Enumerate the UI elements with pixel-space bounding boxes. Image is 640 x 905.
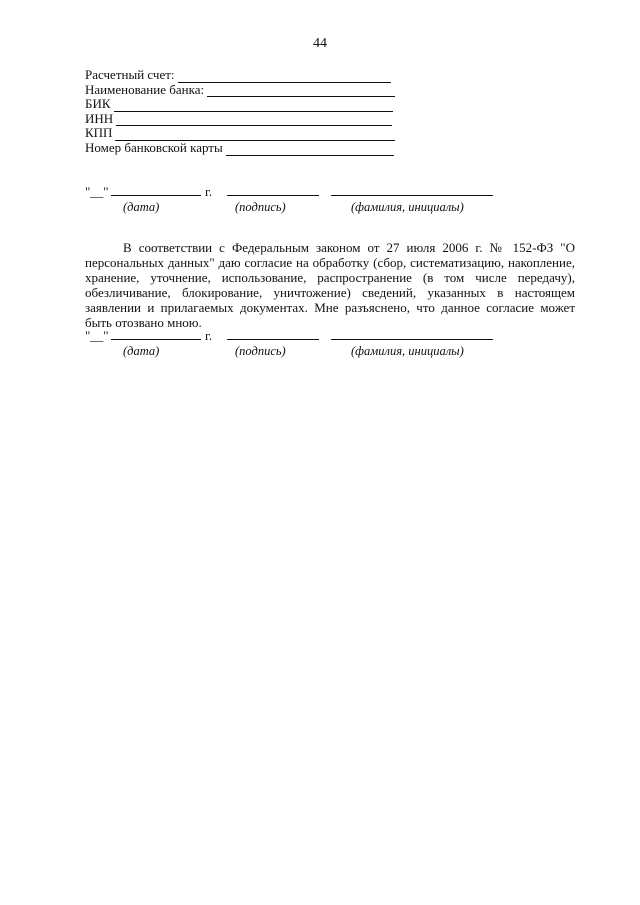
field-label-bank-name: Наименование банка:: [85, 81, 205, 97]
name-line[interactable]: [331, 328, 493, 340]
caption-name: (фамилия, инициалы): [351, 344, 464, 358]
caption-name: (фамилия, инициалы): [351, 200, 464, 214]
date-month-line[interactable]: [111, 184, 201, 196]
caption-date: (дата): [123, 344, 160, 358]
year-suffix: г.: [205, 328, 213, 343]
page-number: 44: [313, 36, 327, 51]
caption-sign: (подпись): [235, 344, 286, 358]
field-line-account[interactable]: [178, 71, 391, 83]
signature-block-2: [85, 328, 505, 360]
date-day-blank[interactable]: "__": [85, 328, 109, 343]
name-line[interactable]: [331, 184, 493, 196]
field-line-card-number[interactable]: [226, 144, 394, 156]
consent-paragraph: В соответствии с Федеральным законом от 27 июля 2006 г. № 152-ФЗ "О персональных данных" даю согласие на обработку (сбор, систематизацию, накопление, хранение, уточнение, использование, распространение (в том числе передачу), обезличивание, блокирование, уничтожение) сведений, указанных в настоящем заявлении и прилагаемых документах. Мне разъяснено, что данное согласие может быть отозвано мною.: [85, 240, 575, 330]
field-line-inn[interactable]: [116, 114, 392, 126]
field-row-card-number: [85, 141, 395, 156]
date-day-blank[interactable]: "__": [85, 184, 109, 199]
signature-line[interactable]: [227, 328, 319, 340]
field-row-bik: [85, 97, 395, 112]
field-line-bank-name[interactable]: [207, 85, 395, 97]
field-label-inn: ИНН: [85, 110, 114, 126]
caption-row: [85, 200, 505, 216]
field-row-bank-name: [85, 83, 395, 98]
field-label-bik: БИК: [85, 96, 111, 112]
signature-block-1: [85, 184, 505, 216]
field-label-kpp: КПП: [85, 125, 113, 141]
year-suffix: г.: [205, 184, 213, 199]
field-row-account: [85, 68, 395, 83]
field-row-inn: [85, 112, 395, 127]
field-row-kpp: [85, 126, 395, 141]
signature-row: [85, 184, 505, 200]
field-label-card-number: Номер банковской карты: [85, 139, 223, 155]
caption-sign: (подпись): [235, 200, 286, 214]
field-line-bik[interactable]: [114, 100, 393, 112]
signature-line[interactable]: [227, 184, 319, 196]
field-label-account: Расчетный счет:: [85, 67, 175, 82]
date-month-line[interactable]: [111, 328, 201, 340]
signature-row: [85, 328, 505, 344]
caption-date: (дата): [123, 200, 160, 214]
bank-details-block: [85, 68, 395, 156]
caption-row: [85, 344, 505, 360]
